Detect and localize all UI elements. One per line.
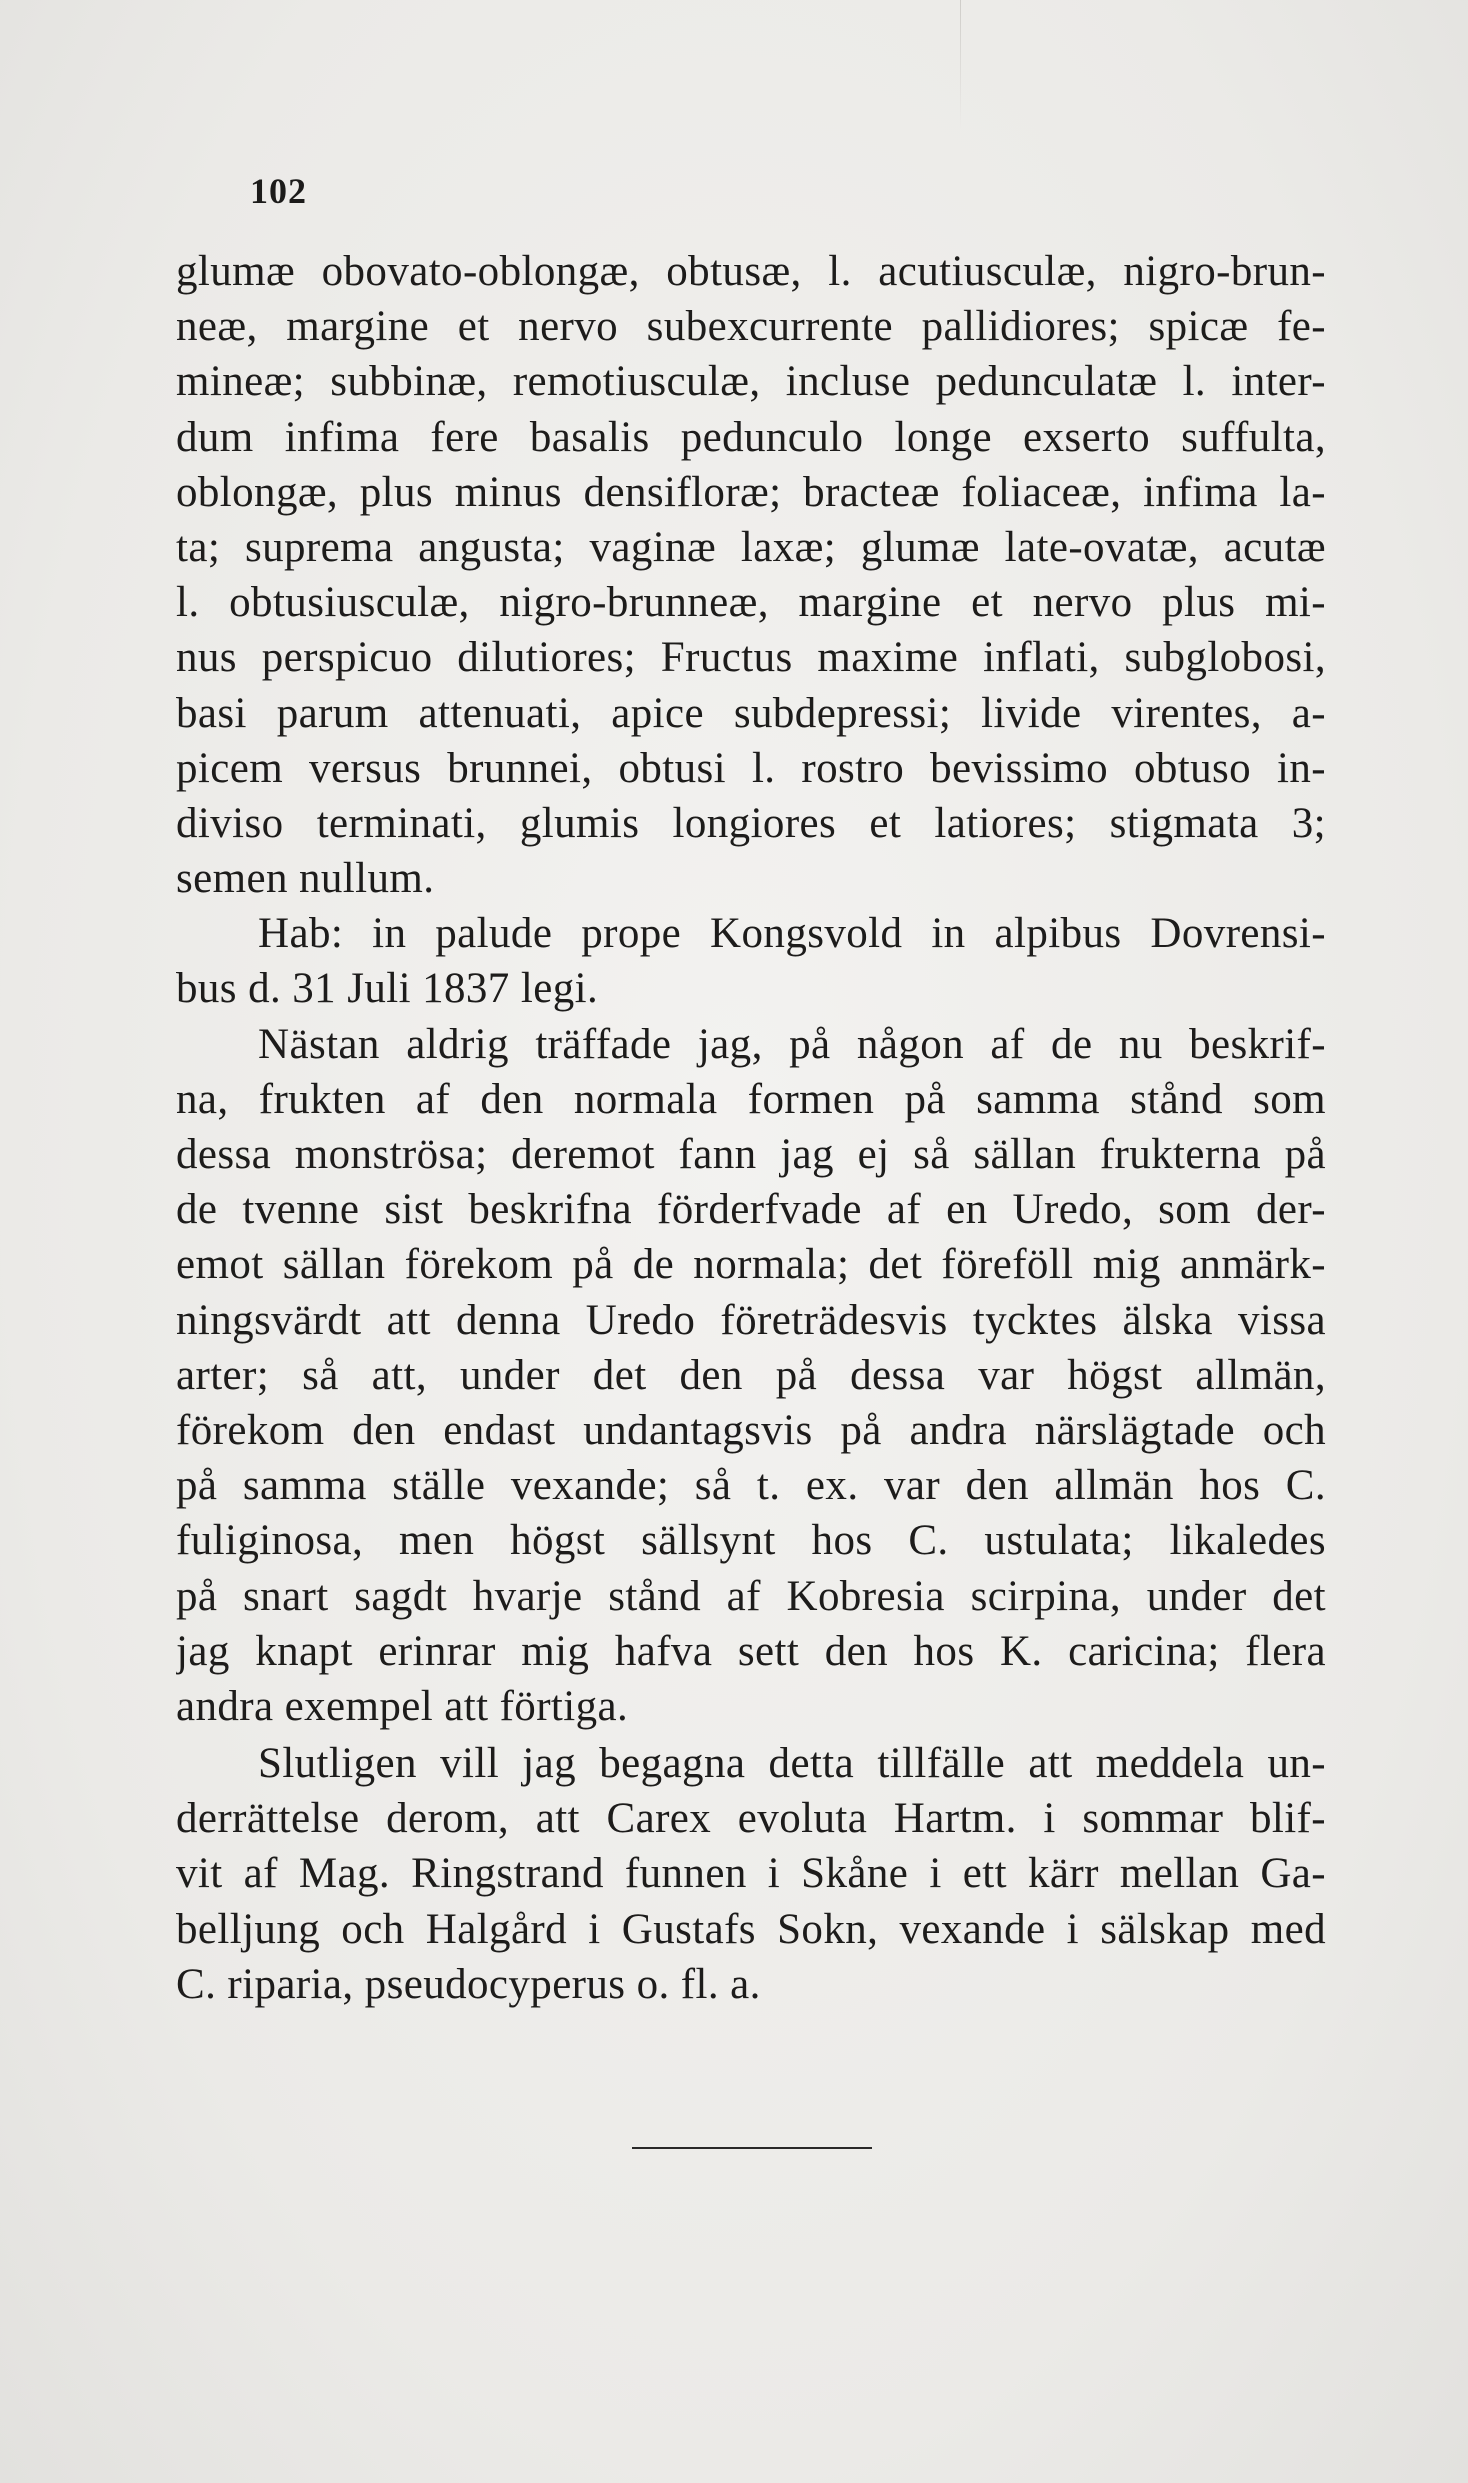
paragraph-line: fuliginosa, men högst sällsynt hos C. ustulata; likaledes	[176, 1517, 1326, 1565]
paragraph-line: dessa monströsa; deremot fann jag ej så sällan frukterna på	[176, 1131, 1326, 1178]
habitat-line: Hab: in palude prope Kongsvold in alpibus Dovrensi-	[258, 910, 1326, 958]
text-line: semen nullum.	[176, 855, 435, 903]
section-divider	[632, 2147, 872, 2149]
paragraph-line: vit af Mag. Ringstrand funnen i Skåne i ett kärr mellan Ga-	[176, 1850, 1326, 1898]
text-line: ta; suprema angusta; vaginæ laxæ; glumæ late-ovatæ, acutæ	[176, 523, 1326, 571]
text-line: l. obtusiusculæ, nigro-brunneæ, margine et nervo plus mi-	[176, 579, 1326, 627]
paragraph-line: jag knapt erinrar mig hafva sett den hos K. caricina; flera	[176, 1627, 1326, 1675]
text-line: mineæ; subbinæ, remotiusculæ, incluse pedunculatæ l. inter-	[176, 358, 1326, 406]
paragraph-line: derrättelse derom, att Carex evoluta Hartm. i sommar blif-	[176, 1795, 1326, 1843]
paragraph-line: på samma ställe vexande; så t. ex. var den allmän hos C.	[176, 1462, 1326, 1510]
habitat-line: bus d. 31 Juli 1837 legi.	[176, 965, 599, 1013]
paragraph-line: andra exempel att förtiga.	[176, 1682, 629, 1730]
text-line: picem versus brunnei, obtusi l. rostro bevissimo obtuso in-	[176, 744, 1326, 792]
page-crease	[960, 0, 961, 130]
text-line: basi parum attenuati, apice subdepressi; livide virentes, a-	[176, 689, 1326, 737]
paragraph-line: Slutligen vill jag begagna detta tillfälle att meddela un-	[258, 1740, 1326, 1788]
page-number: 102	[250, 171, 307, 211]
text-line: glumæ obovato-oblongæ, obtusæ, l. acutiusculæ, nigro-brun-	[176, 248, 1326, 295]
text-line: neæ, margine et nervo subexcurrente pallidiores; spicæ fe-	[176, 303, 1326, 351]
paragraph-line: förekom den endast undantagsvis på andra närslägtade och	[176, 1406, 1326, 1454]
paragraph-line: na, frukten af den normala formen på samma stånd som	[176, 1075, 1326, 1123]
body-text	[176, 244, 1326, 2012]
text-line: dum infima fere basalis pedunculo longe exserto suffulta,	[176, 413, 1326, 461]
text-line: oblongæ, plus minus densifloræ; bracteæ foliaceæ, infima la-	[176, 468, 1326, 516]
paragraph-line: belljung och Halgård i Gustafs Sokn, vexande i sälskap med	[176, 1905, 1326, 1953]
paragraph-line: ningsvärdt att denna Uredo företrädesvis tycktes älska vissa	[176, 1296, 1326, 1344]
paragraph-line: på snart sagdt hvarje stånd af Kobresia scirpina, under det	[176, 1572, 1326, 1620]
text-line: nus perspicuo dilutiores; Fructus maxime inflati, subglobosi,	[176, 634, 1326, 682]
paragraph-line: arter; så att, under det den på dessa var högst allmän,	[176, 1351, 1326, 1399]
paragraph-line: de tvenne sist beskrifna förderfvade af en Uredo, som der-	[176, 1186, 1326, 1234]
paragraph-line: Nästan aldrig träffade jag, på någon af de nu beskrif-	[258, 1020, 1326, 1068]
text-line: diviso terminati, glumis longiores et latiores; stigmata 3;	[176, 799, 1326, 847]
paragraph-line: emot sällan förekom på de normala; det föreföll mig anmärk-	[176, 1241, 1326, 1289]
paragraph-line: C. riparia, pseudocyperus o. fl. a.	[176, 1960, 761, 2008]
